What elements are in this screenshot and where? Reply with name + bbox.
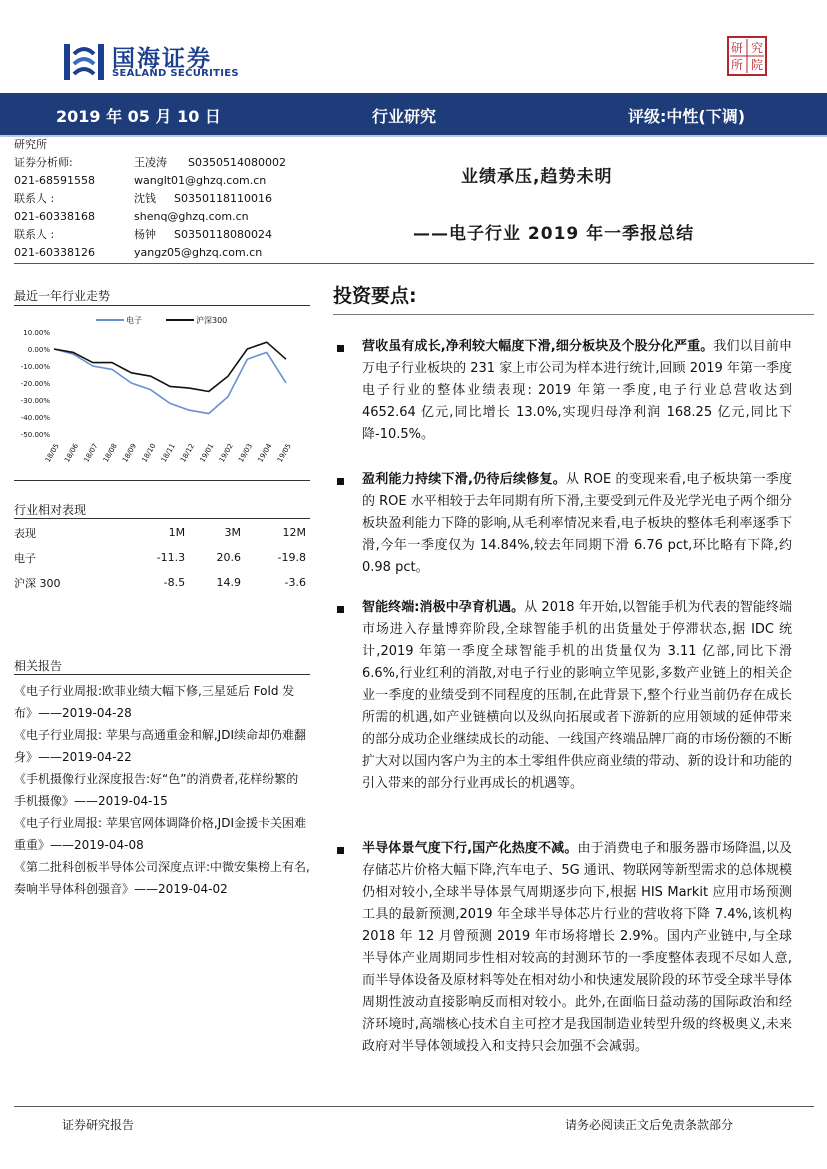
x-tick-label: 19/05	[275, 442, 293, 464]
x-tick-label: 19/01	[198, 442, 216, 464]
point-lead: 半导体景气度下行,国产化热度不减。	[362, 841, 578, 856]
chart-legend	[96, 315, 227, 325]
brand-name-cn: 国海证券	[112, 46, 212, 72]
analyst-name: 杨钟	[134, 228, 156, 241]
point-body: 从 ROE 的变现来看,电子板块第一季度的 ROE 水平相较于去年同期有所下滑,主要受到元件及光学光电子两个细分板块盈利能力下降的影响,从毛利率情况来看,电子板块的整体毛利率逐季下滑,今年一季度仅为 14.84%,较去年同期下滑 6.76 pct,环比略有下降,约 0.98 pct。	[362, 472, 792, 575]
table-cell: -3.6	[284, 576, 306, 589]
point-lead: 营收虽有成长,净利较大幅度下滑,细分板块及个股分化严重。	[362, 339, 714, 354]
analyst-phone: 021-60338126	[14, 246, 95, 259]
table-cell: -19.8	[277, 551, 306, 564]
analyst-role: 联系人 :	[14, 228, 55, 241]
performance-table	[14, 520, 306, 595]
report-type: 行业研究	[372, 107, 437, 126]
series-line-hs300	[54, 342, 286, 391]
investment-point	[362, 838, 792, 1058]
trend-chart	[14, 310, 310, 470]
investment-point	[362, 336, 792, 446]
x-tick-label: 18/05	[43, 442, 61, 464]
divider	[14, 263, 814, 264]
analyst-phone: 021-60338168	[14, 210, 95, 223]
rating: 评级:中性(下调)	[628, 107, 746, 126]
analyst-phone: 021-68591558	[14, 174, 95, 187]
related-report-link[interactable]: 《第二批科创板半导体公司深度点评:中微安集榜上有名,奏响半导体科创强音》——2019-04-02	[14, 860, 310, 896]
investment-point	[362, 469, 792, 579]
point-lead: 智能终端:消极中孕育机遇。	[362, 600, 525, 615]
y-tick-label: -40.00%	[20, 414, 50, 422]
divider	[333, 314, 814, 315]
bullet-square-icon	[337, 606, 344, 613]
column-header: 12M	[282, 526, 306, 539]
divider	[14, 480, 310, 481]
table-cell: -8.5	[163, 576, 186, 589]
analyst-email[interactable]: shenq@ghzq.com.cn	[134, 210, 249, 223]
footer-left: 证券研究报告	[62, 1118, 135, 1132]
analyst-role: 证券分析师:	[14, 156, 73, 169]
report-subtitle: ——电子行业 2019 年一季报总结	[413, 224, 695, 244]
report-date: 2019 年 05 月 10 日	[56, 107, 221, 126]
legend-label: 沪深300	[196, 316, 228, 325]
related-report-link[interactable]: 《手机摄像行业深度报告:好“色”的消费者,花样纷繁的手机摄像》——2019-04-15	[14, 772, 299, 808]
table-cell: 20.6	[216, 551, 241, 564]
related-report-link[interactable]: 《电子行业周报: 苹果官网体调降价格,JDI金援卡关困难重重》——2019-04-08	[14, 816, 306, 852]
analyst-cert: S0350118110016	[174, 192, 272, 205]
table-row	[14, 570, 306, 595]
y-tick-label: 10.00%	[23, 329, 50, 337]
seal-char: 院	[750, 58, 764, 72]
bullet-square-icon	[337, 847, 344, 854]
table-row	[14, 545, 306, 570]
table-header-row	[14, 520, 306, 545]
report-title: 业绩承压,趋势未明	[461, 167, 613, 187]
x-tick-label: 18/06	[63, 442, 81, 464]
institute-label: 研究所	[14, 138, 47, 151]
footer-divider	[14, 1106, 814, 1107]
x-tick-label: 18/10	[140, 442, 158, 464]
related-report-link[interactable]: 《电子行业周报: 苹果与高通重金和解,JDI续命却仍难翻身》——2019-04-22	[14, 728, 306, 764]
seal-char: 研	[730, 41, 744, 55]
table-cell: 沪深 300	[14, 576, 61, 590]
x-tick-label: 18/12	[179, 442, 197, 464]
y-tick-label: -10.00%	[20, 363, 50, 371]
trend-heading: 最近一年行业走势	[14, 289, 111, 303]
investment-highlights-heading: 投资要点:	[333, 285, 417, 307]
analyst-cert: S0350118080024	[174, 228, 272, 241]
x-tick-label: 19/02	[217, 442, 235, 464]
analyst-email[interactable]: wanglt01@ghzq.com.cn	[134, 174, 267, 187]
header-bar	[0, 93, 827, 137]
analyst-cert: S0350514080002	[188, 156, 286, 169]
point-lead: 盈利能力持续下滑,仍待后续修复。	[362, 472, 567, 487]
column-header: 表现	[14, 526, 36, 540]
y-tick-label: 0.00%	[27, 346, 50, 354]
analyst-email[interactable]: yangz05@ghzq.com.cn	[134, 246, 263, 259]
x-tick-label: 18/07	[82, 442, 100, 464]
seal-char: 究	[750, 41, 764, 55]
y-tick-label: -20.00%	[20, 380, 50, 388]
investment-point	[362, 597, 792, 795]
point-body: 我们以目前申万电子行业板块的 231 家上市公司为样本进行统计,回顾 2019 年第一季度电子行业的整体业绩表现: 2019 年第一季度,电子行业总营收达到 4652.64 亿元,同比增长 13.0%,实现归母净利润 168.25 亿元,同比下降-10.5%。	[362, 339, 792, 442]
bullet-square-icon	[337, 345, 344, 352]
series-line-electronics	[54, 349, 286, 414]
x-tick-label: 18/09	[121, 442, 139, 464]
related-report-link[interactable]: 《电子行业周报:欧菲业绩大幅下修,三星延后 Fold 发布》——2019-04-28	[14, 684, 295, 720]
point-body: 由于消费电子和服务器市场降温,以及存储芯片价格大幅下降,汽车电子、5G 通讯、物联网等新型需求的总体规模仍相对较小,全球半导体景气周期逐步向下,根据 HIS Markit 应用市场预测工具的最新预测,2019 年全球半导体芯片行业的营收将下降 7.4%,该机构 2018 年 12 月曾预测 2019 年市场将增长 2.9%。国内产业链中,与全球半导体产业周期同步性相对较高的封测环节的一季度整体表现不尽如人意,而半导体设备及原材料等处在相对幼小和快速发展阶段的环节受全球半导体周期性波动直接影响反而相对较小。此外,在面临日益动荡的国际政治和经济环境时,高端核心技术自主可控才是我国制造业转型升级的终极奥义,未来政府对半导体领域投入和支持只会加强不会减弱。	[362, 841, 792, 1054]
column-header: 3M	[224, 526, 241, 539]
x-tick-label: 18/08	[101, 442, 119, 464]
analyst-role: 联系人 :	[14, 192, 55, 205]
point-body: 从 2018 年开始,以智能手机为代表的智能终端市场进入存量博弈阶段,全球智能手机的出货量处于停滞状态,据 IDC 统计,2019 年第一季度全球智能手机的出货量仅为 3.11 亿部,同比下滑 6.6%,行业红利的消散,对电子行业的影响立竿见影,多数产业链上的相关企业一季度的业绩受到不同程度的压制,在此背景下,整个行业当前仍存在成长所需的机遇,如产业链横向以及纵向拓展或者下游新的应用领域的延伸带来的部分成功企业继续成长的动能、一线国产终端品牌厂商的市场份额的不断扩大对以国内客户为主的本土零组件供应商业绩的带动、新的设计和功能的引入带来的部分行业再成长的机遇等。	[362, 600, 792, 791]
seal-char: 所	[730, 58, 744, 72]
analyst-name: 王凌涛	[134, 156, 167, 169]
x-tick-label: 19/03	[237, 442, 255, 464]
y-tick-label: -50.00%	[20, 431, 50, 439]
legend-label: 电子	[126, 316, 142, 325]
sealand-logo-icon	[62, 40, 106, 84]
research-seal-icon	[727, 36, 767, 76]
table-cell: -11.3	[156, 551, 186, 564]
related-reports-heading: 相关报告	[14, 659, 63, 673]
divider	[14, 305, 310, 306]
y-tick-label: -30.00%	[20, 397, 50, 405]
related-reports-list	[14, 680, 310, 900]
column-header: 1M	[168, 526, 186, 539]
brand-name-en: SEALAND SECURITIES	[112, 68, 239, 79]
bullet-square-icon	[337, 478, 344, 485]
table-cell: 电子	[14, 551, 36, 565]
performance-heading: 行业相对表现	[14, 503, 87, 517]
table-cell: 14.9	[216, 576, 241, 589]
x-tick-label: 19/04	[256, 442, 274, 464]
divider	[14, 674, 310, 675]
divider	[14, 518, 310, 519]
footer-right: 请务必阅读正文后免责条款部分	[565, 1118, 734, 1132]
analyst-name: 沈钱	[134, 192, 156, 205]
x-tick-label: 18/11	[159, 442, 177, 464]
